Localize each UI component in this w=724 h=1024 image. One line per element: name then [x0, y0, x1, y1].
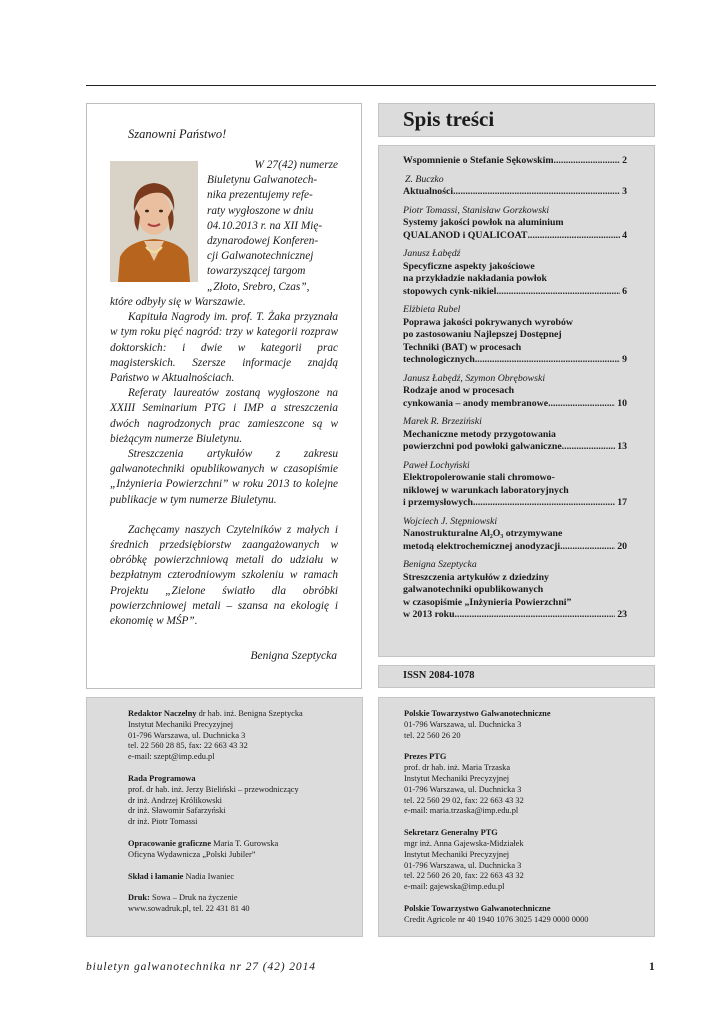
toc-entry[interactable]	[403, 205, 627, 243]
toc-entry-title: Elektropolerowanie stali chromowo-	[403, 472, 555, 483]
toc-entry-title: Mechaniczne metody przygotowania	[403, 428, 556, 440]
toc-entry-page: 2	[622, 155, 627, 166]
toc-entry-page: 6	[622, 285, 627, 297]
toc-entry-page: 10	[617, 397, 627, 409]
editor-line: Instytut Mechaniki Precyzyjnej	[128, 719, 234, 729]
toc-entry[interactable]	[403, 373, 627, 411]
president-block	[404, 752, 652, 817]
page-number: 1	[649, 961, 655, 973]
toc-entry-author: Paweł Lochyński	[403, 459, 470, 471]
toc-entry-title: metodą elektrochemicznej anodyzacji	[403, 540, 561, 552]
toc-entry-author: Benigna Szeptycka	[403, 559, 477, 570]
toc-entry[interactable]	[403, 248, 627, 298]
president-line: prof. dr hab. inż. Maria Trzaska	[404, 763, 511, 773]
toc-entry-title: Systemy jakości powłok na aluminium	[403, 217, 564, 228]
editor-line: dr hab. inż. Benigna Szeptycka	[198, 709, 303, 718]
graphics-line: Maria T. Gurowska	[213, 838, 279, 848]
board-member: dr inż. Piotr Tomassi	[128, 817, 198, 827]
print-label: Druk:	[128, 893, 150, 903]
toc-entry-title: w 2013 roku	[403, 609, 455, 620]
editor-label: Redaktor Naczelny	[128, 709, 197, 718]
graphics-label: Opracowanie graficzne	[128, 838, 212, 848]
letter-line: cji Galwanotechnicznej	[207, 250, 314, 263]
toc-entry-title: niklowej w warunkach laboratoryjnych	[403, 484, 569, 496]
toc-entry[interactable]	[403, 155, 627, 168]
toc-entry-page: 17	[617, 497, 627, 508]
toc-entry-title: Specyficzne aspekty jakościowe	[403, 260, 535, 272]
letter-body	[110, 295, 338, 629]
secretary-email[interactable]: e-mail: gajewska@imp.edu.pl	[404, 882, 505, 892]
toc-entry-title: technologicznych	[403, 354, 475, 365]
editorial-info-box	[86, 697, 363, 937]
editor-email[interactable]: e-mail: szept@imp.edu.pl	[128, 752, 215, 762]
toc-entry-author: Marek R. Brzeziński	[403, 416, 482, 427]
toc-entry-title: Rodzaje anod w procesach	[403, 385, 515, 396]
letter-signature: Benigna Szeptycka	[250, 650, 337, 662]
top-rule	[86, 85, 656, 86]
issn-box	[378, 665, 655, 688]
letter-paragraph-award: Kapituła Nagrody im. prof. T. Żaka przyznała w tym roku pięć nagród: trzy w kategorii rozpraw doktorskich: i dwie w kategorii prac magisterskich. Szersze informacje znajdą Państwo w Aktualnościach.	[110, 311, 338, 385]
toc-entry[interactable]	[403, 559, 627, 622]
toc-entry-title: Streszczenia artykułów z dziedziny	[403, 571, 549, 583]
bank-block	[404, 904, 652, 926]
letter-greeting: Szanowni Państwo!	[128, 127, 227, 141]
secretary-line: Instytut Mechaniki Precyzyjnej	[404, 849, 510, 859]
typeset-block	[128, 872, 358, 883]
secretary-line: 01-796 Warszawa, ul. Duchnicka 3	[404, 860, 522, 870]
toc-entry-title: stopowych cynk-nikiel	[403, 285, 497, 297]
president-line: Instytut Mechaniki Precyzyjnej	[404, 773, 510, 783]
secretary-block	[404, 828, 652, 893]
letter-paragraph-abstracts: Streszczenia artykułów z zakresu galwanotechniki opublikowanych w czasopiśmie „Inżynieria Powierzchni” w roku 2013 to kolejne publikacje w tym numerze Biuletynu.	[110, 448, 338, 506]
toc-entry[interactable]	[403, 174, 627, 199]
toc-entry-page: 3	[622, 186, 627, 197]
toc-entry-page: 9	[622, 354, 627, 365]
toc-entry[interactable]	[403, 416, 627, 454]
toc-entry[interactable]	[403, 304, 627, 367]
president-email[interactable]: e-mail: maria.trzaska@imp.edu.pl	[404, 806, 519, 816]
graphics-block	[128, 839, 358, 861]
letter-line: dzynarodowej Konferen-	[207, 235, 319, 248]
secretary-line: tel. 22 560 26 20, fax: 22 663 43 32	[404, 871, 524, 881]
board-label: Rada Programowa	[128, 773, 196, 783]
bank-label: Polskie Towarzystwo Galwanotechniczne	[404, 903, 551, 913]
board-block	[128, 774, 358, 828]
toc-entry-title: i przemysłowych	[403, 497, 473, 508]
letter-paragraph-papers: Referaty laureatów zostaną wygłoszone na XXIII Seminarium PTG i IMP a streszczenia dwóch nagrodzonych prac zamieszcone są w bieżącym numerze Biuletynu.	[110, 387, 338, 445]
typeset-label: Skład i łamanie	[128, 871, 184, 881]
toc-entry-author: Piotr Tomassi, Stanisław Gorzkowski	[403, 204, 550, 216]
secretary-label: Sekretarz Generalny PTG	[404, 828, 498, 838]
portrait-photo-icon	[110, 161, 198, 282]
secretary-line: mgr inż. Anna Gajewska-Midziałek	[404, 838, 524, 848]
toc-entry-title: Poprawa jakości pokrywanych wyrobów	[403, 316, 573, 328]
society-block	[404, 709, 652, 741]
society-info-box	[378, 697, 655, 937]
toc-entry-title: cynkowania – anody membranowe	[403, 397, 549, 409]
toc-entry-title: QUALANOD i QUALICOAT	[403, 229, 528, 241]
toc-entry-page: 13	[617, 441, 627, 452]
letter-line: raty wygłoszone w dniu	[207, 204, 314, 217]
toc-entry-title: Nanostrukturalne Al₂O₃ otrzymywane	[403, 528, 563, 539]
issn-number: ISSN 2084-1078	[403, 670, 475, 681]
editor-block	[128, 709, 358, 763]
toc-entry-title: galwanotechniki opublikowanych	[403, 584, 544, 595]
toc-entry-title: Aktualności	[403, 186, 454, 197]
print-line: Sowa – Druk na życzenie	[151, 893, 238, 903]
print-line[interactable]: www.sowadruk.pl, tel. 22 431 81 40	[128, 904, 250, 914]
society-line: 01-796 Warszawa, ul. Duchnicka 3	[404, 719, 522, 729]
toc-entry-author: Janusz Łabędź	[403, 248, 461, 259]
toc-entry[interactable]	[403, 516, 627, 554]
president-label: Prezes PTG	[404, 752, 447, 762]
letter-paragraph-intro	[207, 158, 338, 295]
toc-entry-author: Janusz Łabędź, Szymon Obrębowski	[403, 372, 546, 384]
letter-line: „Złoto, Srebro, Czas”,	[207, 280, 310, 293]
board-member: dr inż. Sławomir Safarzyński	[128, 806, 226, 816]
president-line: tel. 22 560 29 02, fax: 22 663 43 32	[404, 795, 524, 805]
print-block	[128, 893, 358, 915]
toc-entry-title: Wspomnienie o Stefanie Sękowskim	[403, 155, 554, 166]
toc-title: Spis treści	[403, 107, 495, 131]
toc-list	[403, 155, 627, 628]
toc-entry-title: w czasopiśmie „Inżynieria Powierzchni”	[403, 596, 572, 608]
toc-entry-author: Elżbieta Rubel	[403, 304, 461, 315]
toc-entry[interactable]	[403, 460, 627, 510]
society-line: tel. 22 560 26 20	[404, 730, 461, 740]
letter-paragraph-end: które odbyły się w Warszawie.	[110, 296, 246, 308]
toc-entry-title: na przykładzie nakładania powłok	[403, 273, 547, 284]
letter-line: 04.10.2013 r. na XII Mię-	[207, 219, 323, 232]
editor-line: 01-796 Warszawa, ul. Duchnicka 3	[128, 730, 246, 740]
toc-entry-title: Techniki (BAT) w procesach	[403, 341, 522, 353]
typeset-value: Nadia Iwaniec	[185, 871, 235, 881]
toc-entry-page: 20	[617, 540, 627, 552]
board-member: dr inż. Andrzej Królikowski	[128, 795, 222, 805]
president-line: 01-796 Warszawa, ul. Duchnicka 3	[404, 784, 522, 794]
letter-line: towarzyszącej targom	[207, 265, 306, 278]
letter-line: W 27(42) numerze	[254, 159, 338, 171]
board-member: prof. dr hab. inż. Jerzy Bieliński – przewodniczący	[128, 784, 299, 794]
footer-journal: biuletyn galwanotechnika nr 27 (42) 2014	[86, 961, 316, 973]
toc-entry-author: Wojciech J. Stępniowski	[403, 515, 498, 527]
toc-entry-page: 23	[617, 609, 627, 620]
graphics-line: Oficyna Wydawnicza „Polski Jubiler”	[128, 849, 256, 859]
bank-account: Credit Agricole nr 40 1940 1076 3025 1429 0000 0000	[404, 914, 589, 924]
toc-entry-page: 4	[622, 229, 627, 241]
toc-title-box	[378, 103, 655, 137]
letter-paragraph-invitation: Zachęcamy naszych Czytelników z małych i średnich przedsiębiorstw zaangażowanych w obróbkę powierzchniową metali do udziału w bezpłatnym czterodniowym szkoleniu w ramach Projektu „Zielone światło dla obróbki powierzchniowej metali – szansa na ekologię i ekonomię w MŚP”.	[110, 523, 338, 628]
society-label: Polskie Towarzystwo Galwanotechniczne	[404, 709, 551, 718]
toc-entry-title: powierzchni pod powłoki galwaniczne	[403, 441, 562, 452]
toc-entry-author: Z. Buczko	[405, 173, 444, 185]
toc-entry-title: po zastosowaniu Najlepszej Dostępnej	[403, 329, 562, 340]
letter-line: Biuletynu Galwanotech-	[207, 174, 318, 187]
letter-line: nika prezentujemy refe-	[207, 189, 313, 202]
editor-line: tel. 22 560 28 85, fax: 22 663 43 32	[128, 741, 248, 751]
